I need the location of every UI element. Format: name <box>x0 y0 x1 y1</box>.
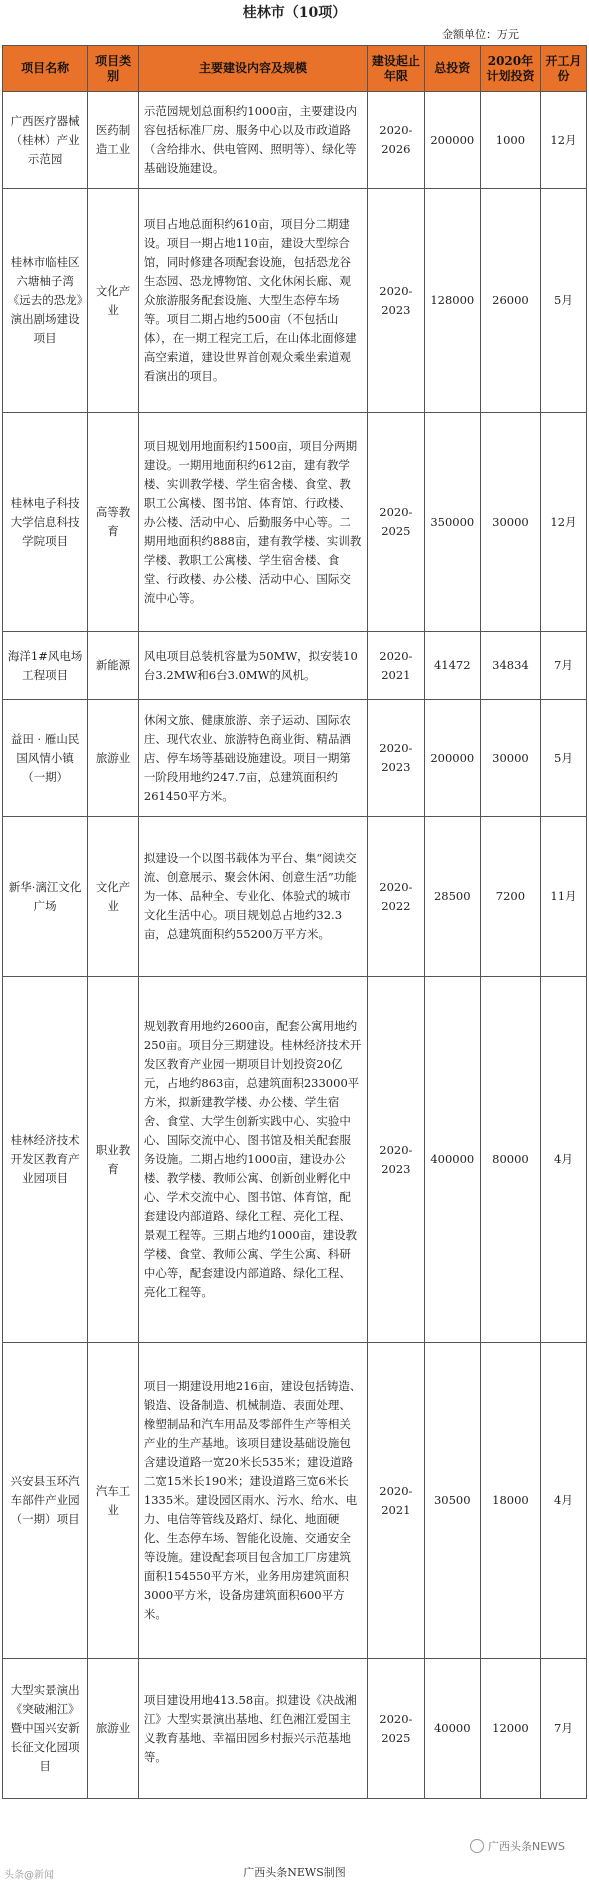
cell-total: 41472 <box>424 632 480 700</box>
cell-content: 拟建设一个以图书载体为平台、集“阅读交流、创意展示、聚会休闲、创意生活”功能为一体、品种全、专业化、体验式的城市文化生活中心。项目规划总占地约32.3亩，总建筑面积约55200万平方米。 <box>138 817 367 977</box>
cell-content: 规划教育用地约2600亩，配套公寓用地约250亩。项目分三期建设。桂林经济技术开发区教育产业园一期项目计划投资20亿元，占地约863亩，总建筑面积233000平方米，拟新建教学楼、办公楼、学生宿舍、食堂、大学生创新实践中心、实验中心、国际交流中心、图书馆及相关配套服务设施。二期占地约1000亩，建设办公楼、教学楼、教师公寓、创新创业孵化中心、学术交流中心、图书馆、体育馆，配套建设内部道路、绿化工程、亮化工程、景观工程等。三期占地约1000亩，建设教学楼、食堂、教师公寓、学生公寓、科研中心等，配套建设内部道路、绿化工程、亮化工程等。 <box>138 977 367 1343</box>
cell-years: 2020-2023 <box>368 700 424 817</box>
cell-category: 文化产业 <box>88 189 139 413</box>
header-project-name: 项目名称 <box>3 46 88 92</box>
cell-plan-2020: 18000 <box>481 1343 541 1659</box>
cell-total: 200000 <box>424 700 480 817</box>
cell-total: 200000 <box>424 92 480 189</box>
project-table <box>2 45 587 1799</box>
footer-credit: 广西头条NEWS制图 <box>243 1866 346 1879</box>
cell-total: 128000 <box>424 189 480 413</box>
cell-month: 12月 <box>540 92 586 189</box>
cell-category: 职业教育 <box>88 977 139 1343</box>
cell-project-name: 益田 · 雁山民国风情小镇（一期） <box>3 700 88 817</box>
cell-years: 2020-2023 <box>368 977 424 1343</box>
cell-years: 2020-2025 <box>368 413 424 632</box>
cell-plan-2020: 7200 <box>481 817 541 977</box>
cell-total: 30500 <box>424 1343 480 1659</box>
table-row <box>3 700 587 817</box>
cell-content: 项目规划用地面积约1500亩，项目分两期建设。一期用地面积约612亩，建有教学楼、实训教学楼、学生宿舍楼、食堂、教职工公寓楼、图书馆、体育馆、行政楼、办公楼、活动中心、后勤服务中心等。二期用地面积约888亩，建有教学楼、实训教学楼、教职工公寓楼、学生宿舍楼、食堂、行政楼、办公楼、活动中心、国际交流中心等。 <box>138 413 367 632</box>
cell-years: 2020-2022 <box>368 817 424 977</box>
table-row <box>3 413 587 632</box>
table-row <box>3 977 587 1343</box>
cell-month: 11月 <box>540 817 586 977</box>
header-plan-2020: 2020年计划投资 <box>481 46 541 92</box>
cell-content: 项目一期建设用地216亩，建设包括铸造、锻造、设备制造、机械制造、表面处理、橡塑制品和汽车用品及零部件生产等相关产业的生产基地。该项目建设基础设施包含建设道路一宽20米长535米；建设道路二宽15米长190米；建设道路三宽6米长1335米。建设园区雨水、污水、给水、电力、电信等管线及路灯、绿化、地面硬化、生态停车场、智能化设施、交通安全等设施。建设配套项目包含加工厂房建筑面积154550平方米，业务用房建筑面积3000平方米，设备房建筑面积600平方米。 <box>138 1343 367 1659</box>
cell-category: 新能源 <box>88 632 139 700</box>
cell-total: 40000 <box>424 1659 480 1799</box>
cell-project-name: 兴安县玉环汽车部件产业园（一期）项目 <box>3 1343 88 1659</box>
header-row <box>3 46 587 92</box>
cell-total: 28500 <box>424 817 480 977</box>
table-row <box>3 92 587 189</box>
cell-category: 旅游业 <box>88 700 139 817</box>
watermark-logo-icon <box>470 1839 484 1853</box>
cell-category: 文化产业 <box>88 817 139 977</box>
cell-years: 2020-2021 <box>368 1343 424 1659</box>
cell-total: 350000 <box>424 413 480 632</box>
cell-project-name: 桂林电子科技大学信息科技学院项目 <box>3 413 88 632</box>
cell-content: 项目建设用地413.58亩。拟建设《决战湘江》大型实景演出基地、红色湘江爱国主义教育基地、幸福田园乡村振兴示范基地等。 <box>138 1659 367 1799</box>
cell-content: 休闲文旅、健康旅游、亲子运动、国际农庄、现代农业、旅游特色商业街、精品酒店、停车场等基础设施建设。项目一期第一阶段用地约247.7亩，总建筑面积约261450平方米。 <box>138 700 367 817</box>
cell-category: 医药制造工业 <box>88 92 139 189</box>
cell-month: 5月 <box>540 700 586 817</box>
cell-month: 5月 <box>540 189 586 413</box>
cell-project-name: 大型实景演出《突破湘江》暨中国兴安新长征文化园项目 <box>3 1659 88 1799</box>
cell-project-name: 桂林经济技术开发区教育产业园项目 <box>3 977 88 1343</box>
table-title: 桂林市（10项） <box>242 5 347 21</box>
table-row <box>3 1659 587 1799</box>
cell-plan-2020: 80000 <box>481 977 541 1343</box>
cell-month: 7月 <box>540 1659 586 1799</box>
table-row <box>3 189 587 413</box>
cell-month: 12月 <box>540 413 586 632</box>
cell-years: 2020-2021 <box>368 632 424 700</box>
watermark-right <box>470 1838 565 1854</box>
cell-content: 风电项目总装机容量为50MW，拟安装10台3.2MW和6台3.0MW的风机。 <box>138 632 367 700</box>
cell-month: 4月 <box>540 1343 586 1659</box>
table-row <box>3 632 587 700</box>
cell-category: 旅游业 <box>88 1659 139 1799</box>
unit-note: 金额单位：万元 <box>442 28 519 41</box>
cell-category: 汽车工业 <box>88 1343 139 1659</box>
header-total-investment: 总投资 <box>424 46 480 92</box>
cell-project-name: 桂林市临桂区六塘柚子湾《远去的恐龙》演出剧场建设项目 <box>3 189 88 413</box>
cell-plan-2020: 30000 <box>481 700 541 817</box>
cell-total: 400000 <box>424 977 480 1343</box>
table-row <box>3 1343 587 1659</box>
header-project-category: 项目类别 <box>88 46 139 92</box>
cell-month: 4月 <box>540 977 586 1343</box>
cell-plan-2020: 1000 <box>481 92 541 189</box>
header-content: 主要建设内容及规模 <box>138 46 367 92</box>
cell-plan-2020: 34834 <box>481 632 541 700</box>
cell-years: 2020-2026 <box>368 92 424 189</box>
cell-plan-2020: 26000 <box>481 189 541 413</box>
cell-years: 2020-2025 <box>368 1659 424 1799</box>
watermark-right-text: 广西头条NEWS <box>488 1840 566 1853</box>
cell-content: 示范园规划总面积约1000亩，主要建设内容包括标准厂房、服务中心以及市政道路（含给排水、供电管网、照明等）、绿化等基础设施建设。 <box>138 92 367 189</box>
header-years: 建设起止年限 <box>368 46 424 92</box>
cell-years: 2020-2023 <box>368 189 424 413</box>
cell-category: 高等教育 <box>88 413 139 632</box>
cell-project-name: 海洋1#风电场工程项目 <box>3 632 88 700</box>
cell-project-name: 新华·漓江文化广场 <box>3 817 88 977</box>
cell-plan-2020: 30000 <box>481 413 541 632</box>
cell-content: 项目占地总面积约610亩，项目分二期建设。项目一期占地110亩，建设大型综合馆，同时修建各项配套设施，包括恐龙谷生态园、恐龙博物馆、文化休闲长廊、观众旅游服务配套设施、大型生态停车场等。项目二期占地约500亩（不包括山体），在一期工程完工后，在山体北面修建高空索道，建设世界首创观众乘坐索道观看演出的项目。 <box>138 189 367 413</box>
watermark-left: 头条@新闻 <box>4 1870 54 1881</box>
header-start-month: 开工月份 <box>540 46 586 92</box>
cell-plan-2020: 12000 <box>481 1659 541 1799</box>
cell-project-name: 广西医疗器械（桂林）产业示范园 <box>3 92 88 189</box>
cell-month: 7月 <box>540 632 586 700</box>
table-row <box>3 817 587 977</box>
